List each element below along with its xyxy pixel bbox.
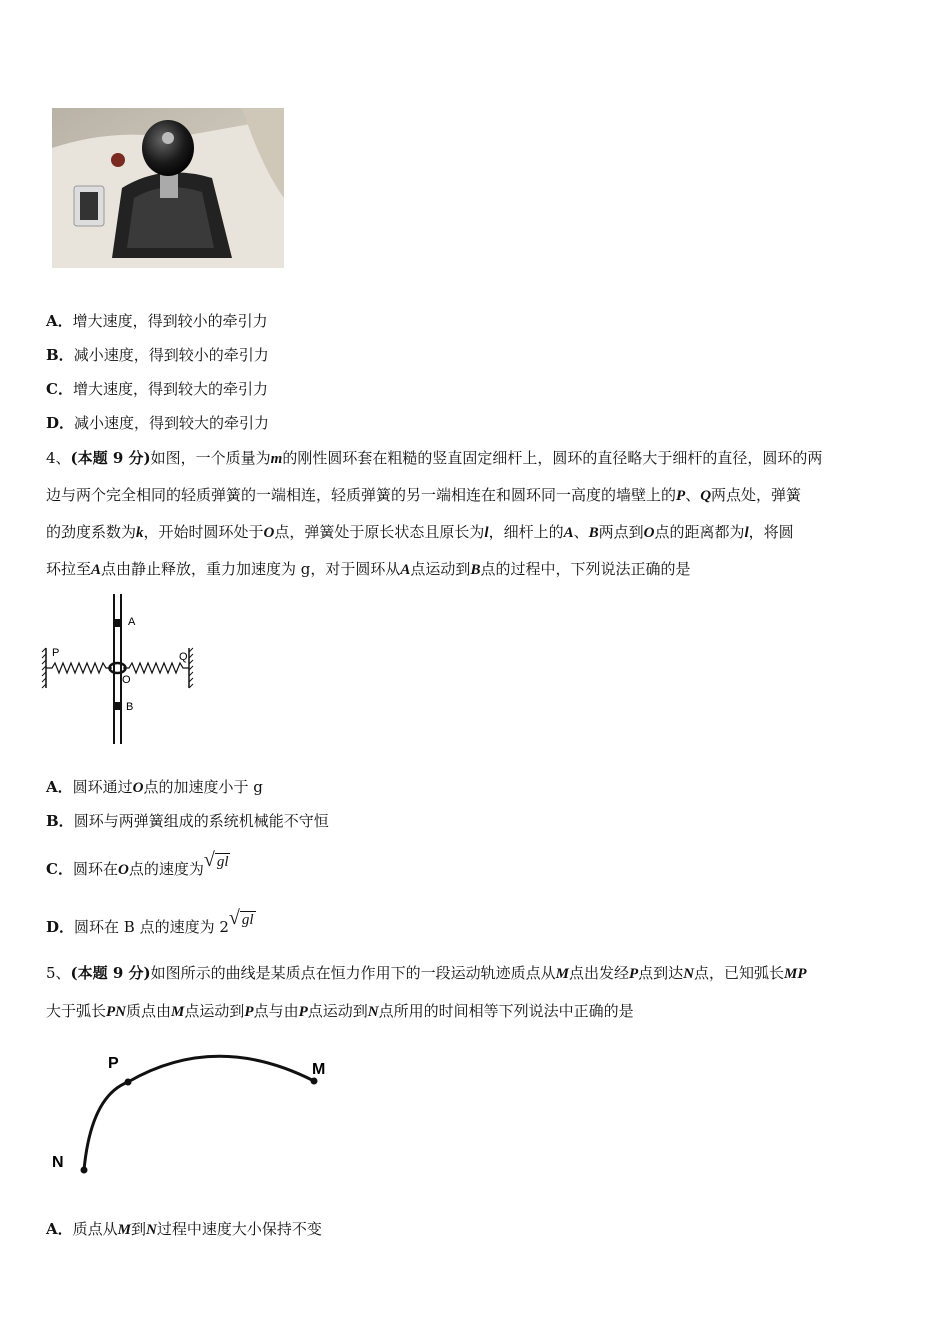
q4-stem-line-2: 边与两个完全相同的轻质弹簧的一端相连，轻质弹簧的另一端相连在和圆环同一高度的墙壁上的P、Q两点处，弹簧 — [46, 486, 802, 504]
q4-stem-line-1: 4、(本题 9 分)如图，一个质量为m的刚性圆环套在粗糙的竖直固定细杆上，圆环的直径略大于细杆的直径，圆环的两 — [46, 449, 823, 467]
sqrt-gl-2: √ gl — [228, 907, 254, 929]
label-a: A — [128, 616, 136, 628]
q4-option-d: D．圆环在 B 点的速度为 2√ gl — [46, 907, 254, 936]
label-n: N — [52, 1154, 64, 1171]
sqrt-gl: √ gl — [203, 849, 229, 871]
q4-stem-line-3: 的劲度系数为k，开始时圆环处于O点，弹簧处于原长状态且原长为l，细杆上的A、B两点到O点的距离都为l，将圆 — [46, 523, 794, 541]
label-o: O — [122, 674, 131, 686]
spring-ring-figure — [40, 590, 200, 748]
q5-option-a: A．质点从M到N过程中速度大小保持不变 — [46, 1220, 322, 1238]
label-q: Q — [179, 651, 188, 663]
q5-stem-line-2: 大于弧长PN质点由M点运动到P点与由P点运动到N点所用的时间相等下列说法中正确的是 — [46, 1002, 634, 1020]
q3-option-c: C．增大速度，得到较大的牵引力 — [46, 380, 268, 398]
label-p: P — [108, 1055, 119, 1072]
q4-option-a: A．圆环通过O点的加速度小于 g — [46, 778, 263, 796]
label-b: B — [126, 701, 134, 713]
q3-option-a: A．增大速度，得到较小的牵引力 — [46, 312, 268, 330]
q5-stem-line-1: 5、(本题 9 分)如图所示的曲线是某质点在恒力作用下的一段运动轨迹质点从M点出发经P点到达N点，已知弧长MP — [46, 964, 807, 982]
label-p: P — [52, 647, 60, 659]
q3-option-b: B．减小速度，得到较小的牵引力 — [46, 346, 269, 364]
label-m: M — [312, 1061, 326, 1078]
gear-shift-photo — [52, 108, 284, 268]
trajectory-figure — [46, 1036, 346, 1180]
q3-option-d: D．减小速度，得到较大的牵引力 — [46, 414, 270, 432]
q4-option-c: C．圆环在O点的速度为√ gl — [46, 849, 229, 878]
q4-stem-line-4: 环拉至A点由静止释放，重力加速度为 g，对于圆环从A点运动到B点的过程中，下列说法正确的是 — [46, 560, 691, 578]
q4-option-b: B．圆环与两弹簧组成的系统机械能不守恒 — [46, 812, 329, 830]
